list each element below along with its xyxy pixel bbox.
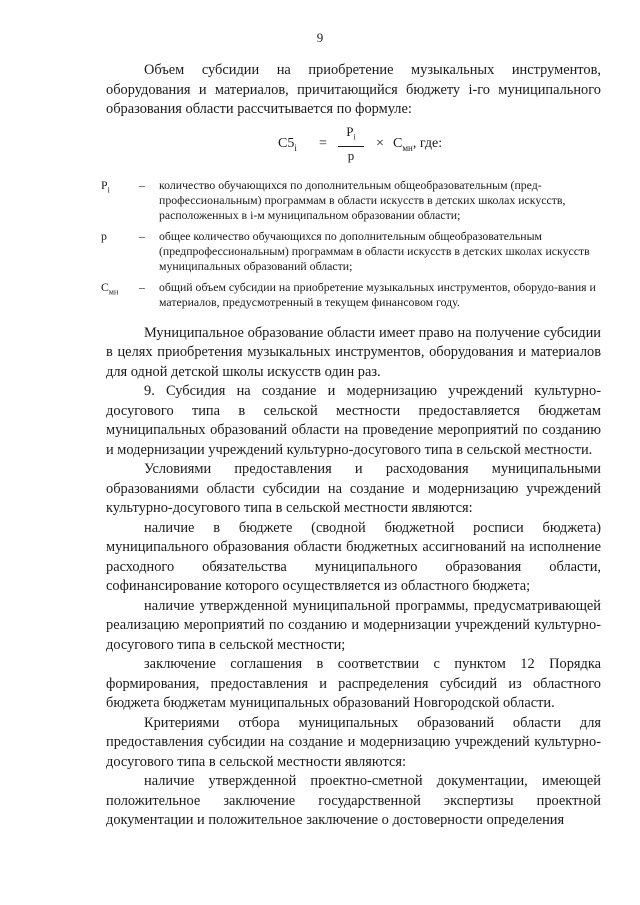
formula-term: $С_{мн}$, где:: [393, 135, 443, 153]
formula-lhs: $С5_i$: [278, 135, 297, 153]
paragraph-subsidy-volume: Объем субсидии на приобретение музыкальных инструментов, оборудования и материалов, причитающийся бюджету i-го муниципального образования области рассчитывается по формуле:: [106, 62, 601, 117]
document-body: [101, 61, 601, 831]
definition-item: [101, 280, 601, 310]
formula: [106, 124, 601, 172]
definition-item: [101, 229, 601, 274]
definition-symbol: $P_i$: [101, 177, 110, 194]
paragraph-item-9: 9. Субсидия на создание и модернизацию учреждений культурно-досугового типа в сельской местности предоставляется бюджетам муниципальных образований области на проведение мероприятий по созданию и модернизации учреждений культурно-досугового типа в сельской местности.: [106, 383, 601, 458]
definitions-list: [101, 178, 601, 310]
definition-text: общий объем субсидии на приобретение музыкальных инструментов, оборудо-вания и материалов, предусмотренный в текущем финансовом году.: [159, 279, 596, 309]
definition-dash: –: [139, 228, 145, 243]
paragraph-condition-program: наличие утвержденной муниципальной программы, предусматривающей реализацию мероприятий по созданию и модернизации учреждений культурно-досугового типа в сельской местности;: [106, 597, 601, 653]
formula-times: ×: [376, 135, 384, 151]
definition-symbol: $С_{мн}$: [101, 279, 119, 296]
formula-equals: =: [319, 135, 327, 151]
paragraph-conditions: Условиями предоставления и расходования муниципальными образованиями области субсидии на создание и модернизацию учреждений культурно-досугового типа в сельской местности являются:: [106, 461, 601, 516]
paragraph-criterion-documentation: наличие утвержденной проектно-сметной документации, имеющей положительное заключение государственной экспертизы проектной документации и положительное заключение о достоверности определения: [106, 773, 601, 828]
definition-symbol: p: [101, 228, 107, 243]
definition-text: количество обучающихся по дополнительным общеобразовательным (пред-профессиональным) программам в области искусств в детских школах искусств, расположенных в i-м муниципальном образовании области;: [159, 177, 566, 222]
paragraph-right-to-subsidy: Муниципальное образование области имеет право на получение субсидии в целях приобретения музыкальных инструментов, оборудования и материалов для одной детской школы искусств один раз.: [106, 324, 601, 380]
paragraph-criteria: Критериями отбора муниципальных образований области для предоставления субсидии на создание и модернизацию учреждений культурно-досугового типа в сельской местности являются:: [106, 714, 601, 770]
definition-dash: –: [139, 279, 145, 294]
formula-denominator: p: [347, 148, 355, 164]
paragraph-condition-budget: наличие в бюджете (сводной бюджетной росписи бюджета) муниципального образования области бюджетных ассигнований на исполнение расходного обязательства муниципального образования области, софинансирование которого осуществляется из областного бюджета;: [106, 519, 601, 594]
page-number: 9: [316, 30, 324, 45]
definition-item: [101, 178, 601, 223]
formula-numerator: $P_i$: [346, 123, 356, 142]
formula-fraction: [338, 124, 364, 165]
definition-text: общее количество обучающихся по дополнительным общеобразовательным (предпрофессиональным) программам в области искусств в детских школах искусств муниципальных образований области;: [159, 228, 590, 273]
paragraph-condition-agreement: заключение соглашения в соответствии с пунктом 12 Порядка формирования, предоставления и распределения субсидий из областного бюджета бюджетам муниципальных образований Новгородской области.: [106, 656, 601, 711]
definition-dash: –: [139, 177, 145, 192]
fraction-bar: [338, 146, 364, 147]
